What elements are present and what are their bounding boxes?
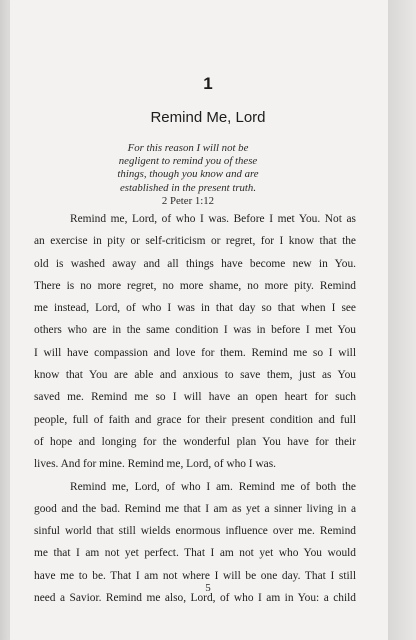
body-line: I will have compassion and love for them. Remind me so I will: [34, 346, 356, 359]
body-line: people, full of faith and grace for their present condition and full: [34, 413, 356, 426]
epigraph-line: established in the present truth.: [119, 181, 257, 194]
body-line: need a Savior. Remind me also, Lord, of who I am in You: a child: [34, 592, 356, 605]
body-line: of hope and longing for the wonderful plan You have for their: [34, 435, 356, 448]
epigraph-line: things, though you know and are: [117, 168, 259, 181]
body-text: [34, 208, 356, 609]
body-line: sinful world that still wields enormous influence over me. Remind: [34, 525, 356, 538]
body-line: Remind me, Lord, of who I am. Remind me of both the: [70, 480, 356, 493]
body-line: Remind me, Lord, of who I was. Before I met You. Not as: [70, 213, 356, 225]
body-line: me that I am not yet perfect. That I am not yet who You would: [34, 547, 356, 560]
body-line: saved me. Remind me so I will have an open heart for such: [34, 391, 356, 404]
body-line: old is washed away and all things have become new in You.: [34, 257, 356, 270]
epigraph: [60, 142, 316, 208]
body-line: an exercise in pity or self-criticism or regret, for I know that the: [34, 235, 356, 248]
page-number: 5: [205, 582, 211, 594]
body-line: others who are in the same condition I was in before I met You: [34, 324, 356, 337]
body-line: There is no more regret, no more shame, no more pity. Remind: [34, 279, 356, 292]
body-line: me instead, Lord, of who I was in that day so that when I see: [34, 302, 356, 315]
body-line: know that You are able and anxious to save them, just as You: [34, 369, 356, 382]
chapter-title: Remind Me, Lord: [150, 109, 266, 126]
page-edge-right: [388, 0, 416, 640]
epigraph-line: negligent to remind you of these: [118, 155, 258, 168]
epigraph-line: For this reason I will not be: [127, 142, 249, 154]
body-line: lives. And for mine. Remind me, Lord, of who I was.: [34, 458, 277, 471]
chapter-number: 1: [203, 74, 213, 93]
body-line: good and the bad. Remind me that I am as yet a sinner living in a: [34, 502, 356, 515]
epigraph-reference: 2 Peter 1:12: [161, 194, 215, 207]
body-line: have me to be. That I am not where I will be one day. That I still: [34, 569, 356, 582]
